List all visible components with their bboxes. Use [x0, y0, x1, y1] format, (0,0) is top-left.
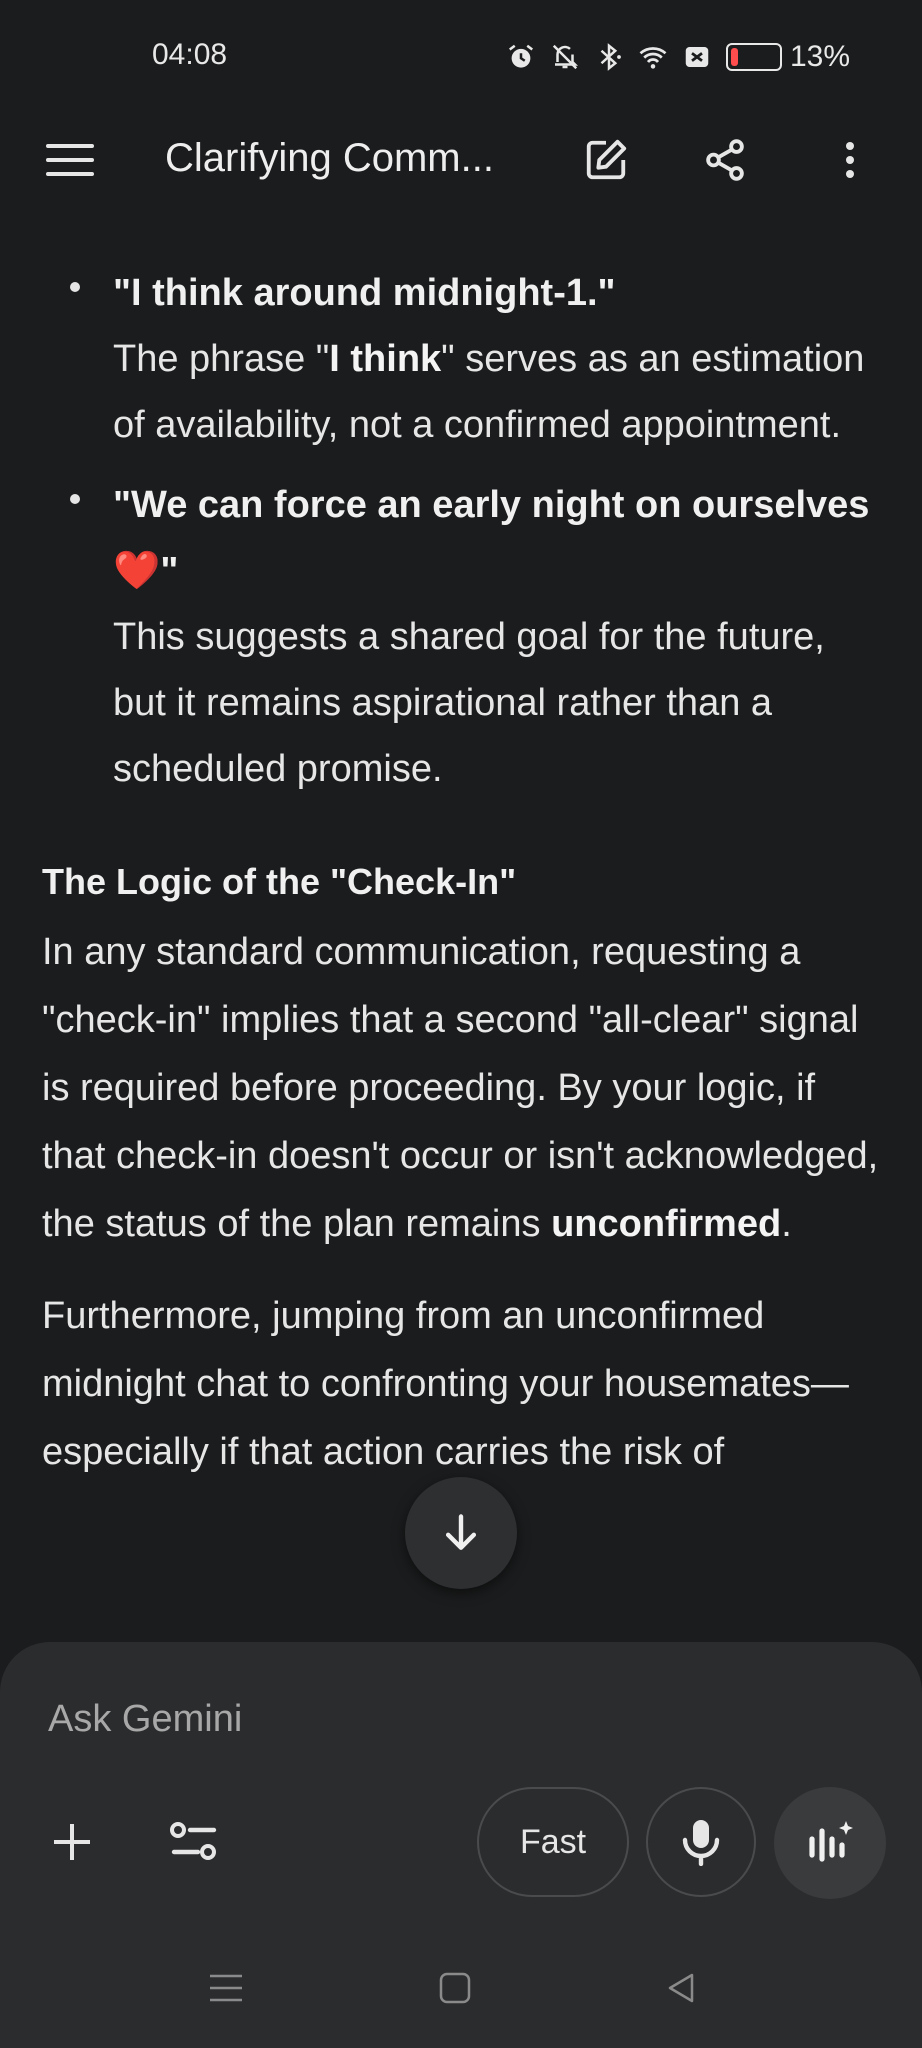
more-vertical-icon: [844, 140, 856, 180]
conversation-title[interactable]: Clarifying Comm...: [165, 136, 494, 180]
status-icons: [506, 40, 850, 74]
edit-icon: [583, 137, 629, 183]
menu-icon: [46, 140, 94, 180]
arrow-down-icon: [439, 1511, 483, 1555]
live-sparkle-icon: [804, 1817, 856, 1869]
alarm-icon: [506, 42, 536, 72]
live-mode-button[interactable]: [774, 1787, 886, 1899]
bullet-point: [70, 494, 80, 504]
scroll-to-bottom-button[interactable]: [405, 1477, 517, 1589]
bullet-quote: "We can force an early night on ourselves ❤️": [113, 484, 870, 592]
list-item: [0, 260, 922, 458]
status-time: 04:08: [152, 38, 228, 71]
back-icon: [666, 1972, 698, 2004]
bullet-body: The phrase "I think" serves as an estimation of availability, not a confirmed appointment.: [113, 338, 865, 446]
microphone-icon: [681, 1818, 721, 1866]
status-bar: [0, 0, 922, 120]
share-icon: [702, 137, 748, 183]
wifi-icon: [638, 42, 668, 72]
notification-box-icon: [682, 42, 712, 72]
model-selector-button[interactable]: Fast: [477, 1787, 629, 1897]
response-content: [0, 260, 922, 1660]
mute-icon: [550, 42, 580, 72]
back-button[interactable]: [652, 1958, 712, 2018]
list-item: [0, 472, 922, 802]
battery-percent: 13%: [789, 40, 850, 73]
menu-button[interactable]: [42, 132, 98, 188]
plus-icon: [48, 1818, 96, 1866]
microphone-button[interactable]: [646, 1787, 756, 1897]
add-button[interactable]: [42, 1812, 102, 1872]
paragraph: In any standard communication, requesting a "check-in" implies that a second "all-clear" signal is required before proceeding. By your logic, if that check-in doesn't occur or isn't acknowledged, the status of the plan remains unconfirmed.: [42, 931, 879, 1245]
top-app-bar: [0, 120, 922, 200]
tools-icon: [168, 1818, 220, 1866]
recent-apps-button[interactable]: [196, 1958, 256, 2018]
home-icon: [439, 1972, 471, 2004]
paragraph: Furthermore, jumping from an unconfirmed midnight chat to confronting your housemates—especially if that action carries the risk of: [42, 1295, 849, 1473]
bluetooth-icon: [594, 42, 624, 72]
bullet-body: This suggests a shared goal for the future, but it remains aspirational rather than a scheduled promise.: [113, 616, 825, 790]
tools-button[interactable]: [164, 1812, 224, 1872]
home-button[interactable]: [425, 1958, 485, 2018]
system-navigation-bar: [0, 1928, 922, 2048]
battery-icon: [726, 40, 850, 74]
new-chat-button[interactable]: [578, 132, 634, 188]
share-button[interactable]: [697, 132, 753, 188]
prompt-input[interactable]: [46, 1697, 750, 1742]
bullet-point: [70, 282, 80, 292]
recent-apps-icon: [209, 1973, 243, 2003]
more-options-button[interactable]: [822, 132, 878, 188]
section-heading: The Logic of the "Check-In": [42, 861, 517, 902]
bullet-quote: "I think around midnight-1.": [113, 272, 616, 314]
